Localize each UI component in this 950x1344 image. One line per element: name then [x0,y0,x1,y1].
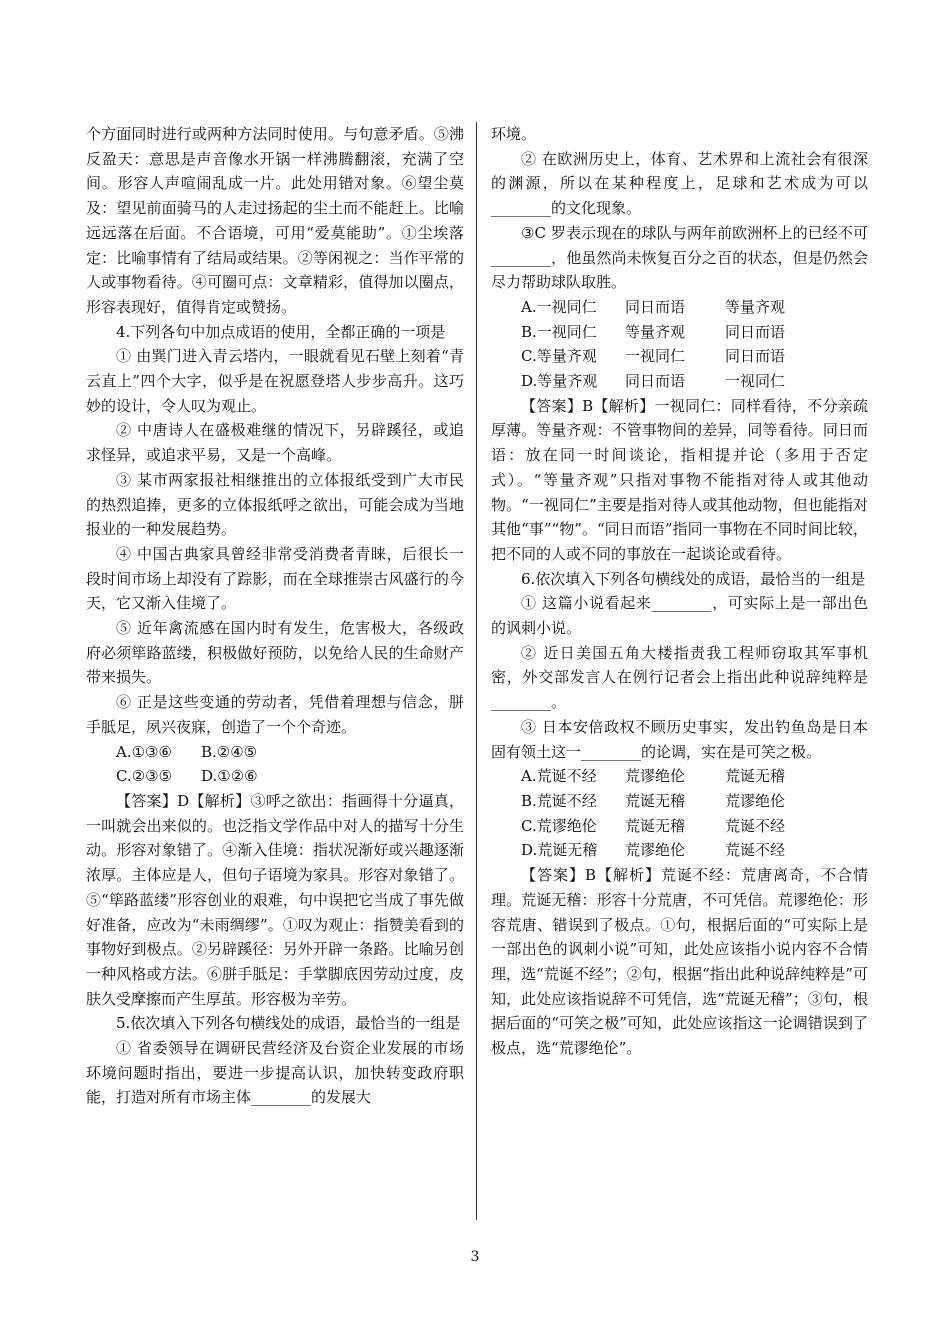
option-choice: 荒谬绝伦 [725,791,786,810]
paragraph: 环境。 [491,125,537,143]
option-choice: D.荒诞无稽 [521,841,598,860]
paragraph: ① 由巽门进入青云塔内，一眼就看见石壁上刻着“青云直上”四个大字，似乎是在祝愿登塔人步步高升。这巧妙的设计，令人叹为观止。 [86,347,464,415]
option-choice: 一视同仁 [625,347,686,366]
option-choice: 荒诞不经 [725,841,786,860]
paragraph: 个方面同时进行或两种方法同时使用。与句意矛盾。⑤沸反盈天：意思是声音像水开锅一样沸腾翻滚，充满了空间。形容人声喧闹乱成一片。此处用错对象。⑥望尘莫及：望见前面骑马的人走过扬起的尘土而不能赶上。比喻远远落在后面。不合语境，可用“爱莫能助”。①尘埃落定：比喻事情有了结局或结果。②等闲视之：当作平常的人或事物看待。④可圈可点：文章精彩，值得加以圈点，形容表现好，值得肯定或赞扬。 [86,125,464,316]
paragraph: ① 这篇小说看起来________，可实际上是一部出色的讽刺小说。 [491,594,868,638]
option-choice: C.荒谬绝伦 [521,816,597,835]
option-choice: A.一视同仁 [521,297,597,316]
paragraph: ② 中唐诗人在盛极难继的情况下，另辟蹊径，或追求怪异，或追求平易，又是一个高峰。 [86,421,464,465]
left-column [86,122,464,1110]
paragraph: ④ 中国古典家具曾经非常受消费者青睐，后很长一段时间市场上却没有了踪影，而在全球推崇古风盛行的今天，它又渐入佳境了。 [86,544,464,613]
option-choice: 荒谬绝伦 [625,841,686,860]
paragraph: 5.依次填入下列各句横线处的成语，最恰当的一组是 [116,1014,461,1033]
option-row [491,838,868,863]
paragraph: ⑤ 近年禽流感在国内时有发生，危害极大，各级政府必须筚路蓝缕，积极做好预防，以免给人民的生命财产带来损失。 [86,619,464,687]
option-row [491,764,868,789]
paragraph: ⑥ 正是这些变通的劳动者，凭借着理想与信念，胼手胝足，夙兴夜寐，创造了一个个奇迹。 [86,693,464,736]
paragraph: 【答案】B【解析】一视同仁：同样看待，不分亲疏厚薄。等量齐观：不管事物间的差异，同等看待。同日而语：放在同一时间谈论，指相提并论（多用于否定式）。“等量齐观”只指对事物不能指对待人或其他动物。“一视同仁”主要是指对待人或其他动物，但也能指对其他“事”“物”。“同日而语”指同一事物在不同时间比较，把不同的人或不同的事放在一起谈论或看待。 [491,396,868,563]
option-choice: B.②④⑤ [201,742,258,761]
paragraph: ③ 某市两家报社相继推出的立体报纸受到广大市民的热烈追捧，更多的立体报纸呼之欲出，可能会成为当地报业的一种发展趋势。 [86,470,464,539]
option-choice: C.②③⑤ [116,767,173,786]
option-choice: 荒诞无稽 [625,791,686,810]
option-choice: 同日而语 [725,347,786,366]
option-choice: 一视同仁 [725,372,786,391]
option-choice: D.①②⑥ [201,767,258,786]
column-divider [476,122,477,1220]
option-row [491,344,868,369]
paragraph: ③C 罗表示现在的球队与两年前欧洲杯上的已经不可________，他虽然尚未恢复百分之百的状态，但是仍然会尽力帮助球队取胜。 [491,223,868,292]
option-choice: 同日而语 [625,372,686,391]
paragraph: ② 在欧洲历史上，体育、艺术界和上流社会有很深的渊源，所以在某种程度上，足球和艺术成为可以________的文化现象。 [491,149,868,218]
option-choice: B.荒诞不经 [521,791,597,810]
paragraph: ③ 日本安倍政权不顾历史事实，发出钓鱼岛是日本固有领土这一________的论调，实在是可笑之极。 [491,717,868,761]
option-row [491,814,868,839]
option-choice: 同日而语 [725,322,786,341]
option-choice: A.①③⑥ [116,742,172,761]
option-row [491,789,868,814]
option-choice: 荒诞无稽 [625,816,686,835]
page-number: 3 [470,1249,480,1265]
option-row [491,369,868,394]
option-choice: B.一视同仁 [521,322,597,341]
paragraph: 6.依次填入下列各句横线处的成语，最恰当的一组是 [521,569,866,588]
paragraph: ② 近日美国五角大楼指责我工程师窃取其军事机密，外交部发言人在例行记者会上指出此种说辞纯粹是________。 [491,643,868,712]
paragraph: 4.下列各句中加点成语的使用，全都正确的一项是 [116,322,446,341]
option-choice: 等量齐观 [725,297,786,316]
option-choice: 荒谬绝伦 [625,767,686,786]
option-row [86,764,464,789]
option-row [491,295,868,320]
right-column [491,122,868,1061]
option-choice: C.等量齐观 [521,347,597,366]
option-choice: A.荒诞不经 [521,767,597,786]
option-choice: D.等量齐观 [521,372,598,391]
paragraph: ① 省委领导在调研民营经济及台资企业发展的市场环境问题时指出，要进一步提高认识，加快转变政府职能，打造对所有市场主体________的发展大 [86,1039,464,1107]
option-row [491,320,868,345]
paragraph: 【答案】B【解析】荒诞不经：荒唐离奇，不合情理。荒诞无稽：形容十分荒唐，不可凭信。荒谬绝伦：形容荒唐、错误到了极点。①句，根据后面的“可实际上是一部出色的讽刺小说”可知，此处应该指小说内容不合情理，选“荒诞不经”；②句，根据“指出此种说辞纯粹是”可知，此处应该指说辞不可凭信，选“荒诞无稽”；③句，根据后面的“可笑之极”可知，此处应该指这一论调错误到了极点，选“荒谬绝伦”。 [491,866,868,1058]
paragraph: 【答案】D【解析】③呼之欲出：指画得十分逼真，一叫就会出来似的。也泛指文学作品中对人的描写十分生动。形容对象错了。④渐入佳境：指状况渐好或兴趣逐渐浓厚。主体应是人，但句子语境为家具。形容对象错了。⑤“筚路蓝缕”形容创业的艰难，句中误把它当成了事先做好准备，应改为“未雨绸缪”。①叹为观止：指赞美看到的事物好到极点。②另辟蹊径：另外开辟一条路。比喻另创一种风格或方法。⑥胼手胝足：手掌脚底因劳动过度，皮肤久受摩擦而产生厚茧。形容极为辛劳。 [86,791,464,1008]
option-choice: 荒诞无稽 [725,767,786,786]
option-choice: 荒诞不经 [725,816,786,835]
option-choice: 等量齐观 [625,322,686,341]
option-choice: 同日而语 [625,297,686,316]
option-row [86,740,464,765]
